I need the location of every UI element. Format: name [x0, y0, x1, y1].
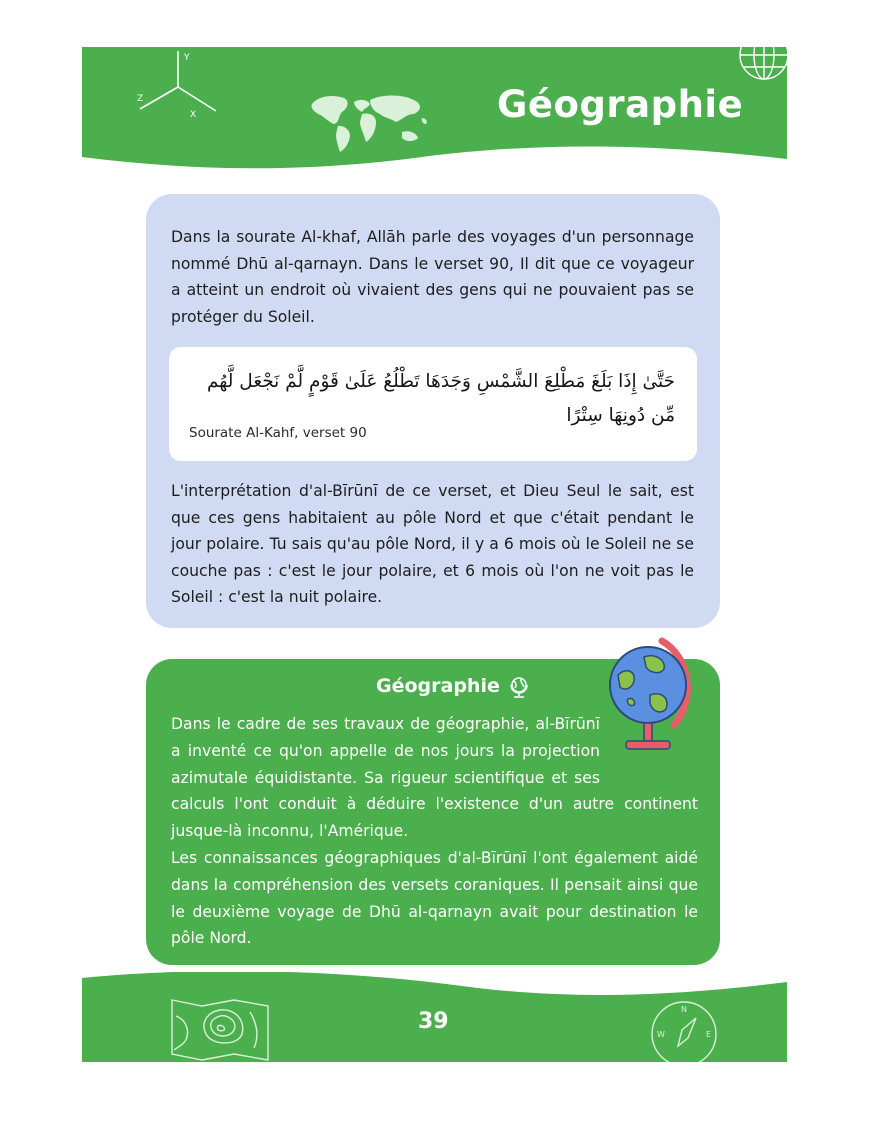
geography-paragraph-2: Les connaissances géographiques d'al-Bīrūnī l'ont également aidé dans la compréhension des versets coraniques. Il pensait ainsi que le deuxième voyage de Dhū al-qarnayn avait pour destination le pôle Nord.: [171, 848, 698, 948]
axis-label-z: Z: [137, 94, 144, 104]
intro-paragraph: Dans la sourate Al-khaf, Allāh parle des voyages d'un personnage nommé Dhū al-qarnayn. Dans le verset 90, Il dit que ce voyageur a atteint un endroit où vivaient des gens qui ne pouvaient pas se protéger du Soleil.: [171, 228, 694, 326]
intro-box: [146, 194, 720, 628]
globe-grid-icon: [732, 47, 787, 85]
compass-label-w: W: [657, 1030, 665, 1039]
quran-quote-card: [169, 347, 697, 461]
globe-small-icon: [508, 675, 530, 699]
page-header: [82, 47, 787, 182]
quran-verse-reference: Sourate Al-Kahf, verset 90: [189, 425, 367, 441]
compass-label-n: N: [681, 1005, 687, 1014]
geography-box-title: Géographie: [376, 675, 500, 697]
axis-label-x: X: [190, 110, 197, 120]
axis-label-y: Y: [184, 53, 190, 63]
quran-verse-arabic: حَتَّىٰ إِذَا بَلَغَ مَطْلِعَ الشَّمْسِ وَجَدَهَا تَطْلُعُ عَلَىٰ قَوْمٍ لَّمْ نَجْعَل لَّهُم مِّن دُونِهَا سِتْرًا: [206, 371, 675, 426]
compass-label-e: E: [706, 1030, 712, 1039]
desk-globe-icon: [604, 637, 696, 759]
topographic-map-icon: [168, 996, 272, 1062]
compass-icon: [648, 1000, 720, 1062]
interpretation-paragraph: L'interprétation d'al-Bīrūnī de ce verset, et Dieu Seul le sait, est que ces gens habitaient au pôle Nord et que c'était pendant le jour polaire. Tu sais qu'au pôle Nord, il y a 6 mois où le Soleil ne se couche pas : c'est le jour polaire, et 6 mois où l'on ne voit pas le Soleil : c'est la nuit polaire.: [171, 482, 694, 606]
book-page: [82, 47, 787, 1062]
page-number: 39: [418, 1009, 449, 1034]
axes-icon: [132, 47, 222, 122]
page-title: Géographie: [497, 83, 744, 126]
page-footer: [82, 972, 787, 1062]
world-map-icon: [310, 92, 430, 154]
geography-paragraph-1: Dans le cadre de ses travaux de géographie, al-Bīrūnī a inventé ce qu'on appelle de nos jours la projection azimutale équidistante. Sa rigueur scientifique et ses calculs l'ont conduit à déduire l'existence d'un autre continent jusque-là inconnu, l'Amérique.: [171, 715, 698, 841]
